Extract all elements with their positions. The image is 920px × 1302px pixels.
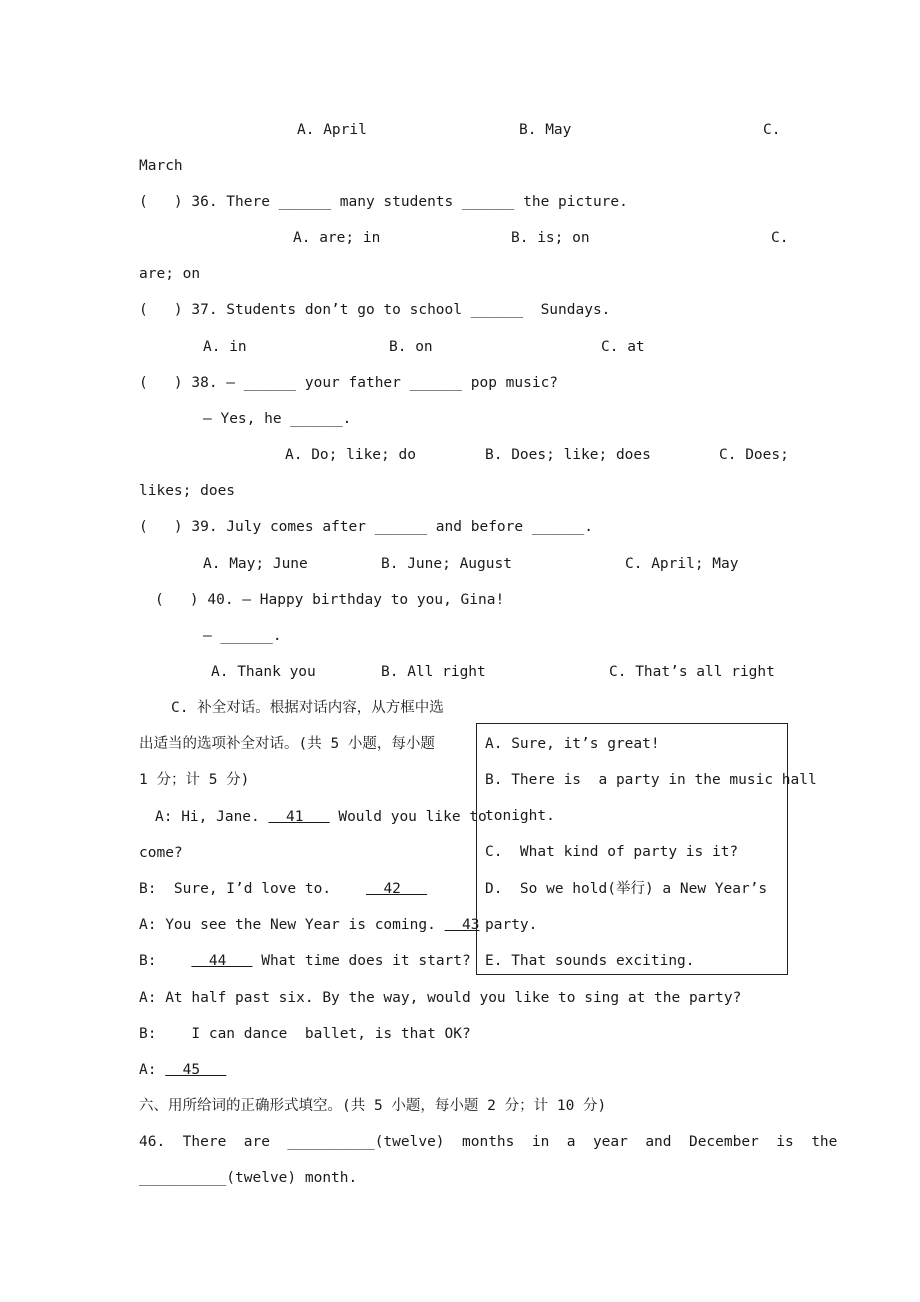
box-option-b: B. There is a party in the music hall [485, 772, 817, 788]
q38-reply: — Yes, he ______. [203, 411, 352, 427]
section-c-heading: C. 补全对话。根据对话内容，从方框中选 [171, 700, 444, 716]
q36-option-b: B. is; on [511, 230, 590, 246]
box-option-e: E. That sounds exciting. [485, 953, 695, 969]
q35-option-c-cont: March [139, 158, 183, 174]
options-box [476, 723, 817, 975]
q36-option-a: A. are; in [293, 230, 381, 246]
dialogue-line-7: A: 45 [139, 1062, 227, 1078]
q35-option-c: C. [763, 122, 781, 138]
q40-reply: — ______. [203, 628, 282, 644]
q46-line-2: __________(twelve) month. [139, 1170, 358, 1186]
q38-option-c: C. Does; [719, 447, 789, 463]
blank-43[interactable]: 43 [444, 917, 480, 933]
q40-stem: ( ) 40. — Happy birthday to you, Gina! [155, 592, 505, 608]
q38-option-c-cont: likes; does [139, 483, 236, 499]
q36-stem: ( ) 36. There ______ many students ______ the picture. [139, 194, 628, 210]
dialogue-line-3: A: You see the New Year is coming. 43 [139, 917, 480, 933]
dialogue-line-1-cont: come? [139, 845, 183, 861]
blank-41[interactable]: 41 [268, 809, 330, 825]
box-option-a: A. Sure, it’s great! [485, 736, 660, 752]
box-option-c: C. What kind of party is it? [485, 844, 739, 860]
box-option-d: D. So we hold(举行) a New Year’s [485, 881, 768, 897]
q40-option-c: C. That’s all right [609, 664, 775, 680]
q37-option-c: C. at [601, 339, 645, 355]
q36-option-c: C. [771, 230, 789, 246]
q35-option-b: B. May [519, 122, 572, 138]
q46-line-1: 46. There are __________(twelve) months in a year and December is the [139, 1134, 838, 1150]
q38-option-a: A. Do; like; do [285, 447, 416, 463]
dialogue-line-1: A: Hi, Jane. 41 Would you like to [155, 809, 487, 825]
q39-option-a: A. May; June [203, 556, 308, 572]
q39-stem: ( ) 39. July comes after ______ and before ______. [139, 519, 593, 535]
q38-option-b: B. Does; like; does [485, 447, 651, 463]
dialogue-line-6: B: I can dance ballet, is that OK? [139, 1026, 471, 1042]
q39-option-c: C. April; May [625, 556, 739, 572]
q37-option-b: B. on [389, 339, 433, 355]
box-option-b-cont: tonight. [485, 808, 555, 824]
section-6-heading: 六、用所给词的正确形式填空。(共 5 小题，每小题 2 分；计 10 分) [139, 1098, 607, 1114]
dialogue-line-5: A: At half past six. By the way, would you like to sing at the party? [139, 990, 742, 1006]
q40-option-b: B. All right [381, 664, 486, 680]
dialogue-line-4: B: 44 What time does it start? [139, 953, 471, 969]
blank-42[interactable]: 42 [365, 881, 428, 897]
box-option-d-cont: party. [485, 917, 538, 933]
q35-option-a: A. April [297, 122, 367, 138]
q37-option-a: A. in [203, 339, 247, 355]
q36-option-c-cont: are; on [139, 266, 201, 282]
section-c-heading-score: 1 分；计 5 分) [139, 772, 250, 788]
q39-option-b: B. June; August [381, 556, 512, 572]
dialogue-line-2: B: Sure, I’d love to. 42 [139, 881, 428, 897]
blank-45[interactable]: 45 [165, 1062, 227, 1078]
q37-stem: ( ) 37. Students don’t go to school ______ Sundays. [139, 302, 611, 318]
q40-option-a: A. Thank you [211, 664, 316, 680]
section-c-heading-cont: 出适当的选项补全对话。(共 5 小题，每小题 [139, 736, 435, 752]
q38-stem: ( ) 38. — ______ your father ______ pop music? [139, 375, 559, 391]
blank-44[interactable]: 44 [191, 953, 253, 969]
